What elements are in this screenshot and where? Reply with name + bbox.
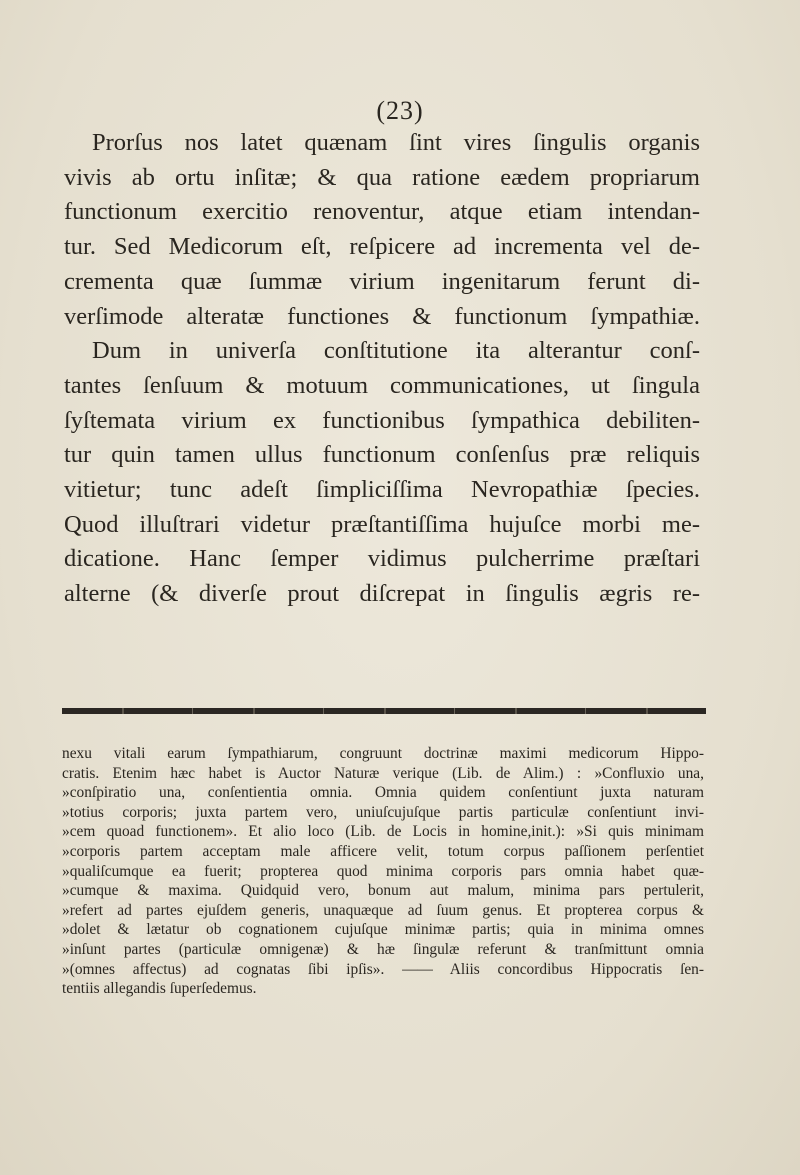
footnote-line: »qualiſcumque ea fuerit; propterea quod minima corporis pars omnia habet quæ-	[62, 862, 704, 880]
main-text-line: crementa quæ ſummæ virium ingenitarum ferunt di-	[64, 267, 700, 295]
footnote-line: »totius corporis; juxta partem vero, uniuſcujuſque partis particulæ conſentiunt invi-	[62, 803, 704, 821]
footnote-line: »cumque & maxima. Quidquid vero, bonum aut malum, minima pars pertulerit,	[62, 882, 704, 900]
footnote-line: nexu vitali earum ſympathiarum, congruunt doctrinæ maximi medicorum Hippo-	[62, 745, 704, 762]
main-text-line: ſyſtemata virium ex functionibus ſympathica debiliten-	[64, 406, 700, 434]
footnote-line: cratis. Etenim hæc habet is Auctor Naturæ verique (Lib. de Alim.) : »Confluxio una,	[62, 764, 704, 782]
main-text-line: functionum exercitio renoventur, atque etiam intendan-	[64, 198, 700, 226]
main-text-line: dicatione. Hanc ſemper vidimus pulcherrime præſtari	[64, 545, 700, 573]
main-text-line: Prorſus nos latet quænam ſint vires ſingulis organis	[92, 129, 700, 156]
main-text-line: tur quin tamen ullus functionum conſenſus præ reliquis	[64, 441, 700, 469]
footnote-divider-rule	[62, 708, 706, 714]
main-text-line: tantes ſenſuum & motuum communicationes, ut ſingula	[64, 371, 700, 399]
main-text-block	[64, 126, 700, 612]
footnote-line: tentiis allegandis ſuperſedemus.	[62, 980, 257, 998]
footnote-block	[62, 744, 704, 999]
page-number: (23)	[376, 96, 424, 125]
footnote-line: »cem quoad functionem». Et alio loco (Lib. de Locis in homine,init.): »Si quis minimam	[62, 823, 704, 841]
footnote-line: »(omnes affectus) ad cognatas ſibi ipſis». —— Aliis concordibus Hippocratis ſen-	[62, 960, 704, 978]
footnote-line: »conſpiratio una, conſentientia omnia. Omnia quidem conſentiunt juxta naturam	[62, 784, 704, 802]
main-text-line: verſimode alteratæ functiones & functionum ſympathiæ.	[64, 302, 700, 330]
main-text-line: Quod illuſtrari videtur præſtantiſſima hujuſce morbi me-	[64, 510, 700, 538]
footnote-line: »refert ad partes ejuſdem generis, unaquæque ad ſuum genus. Et propterea corpus &	[62, 901, 704, 919]
footnote-line: »dolet & lætatur ob cognationem cujuſque minimæ partis; quia in minima omnes	[62, 921, 704, 939]
footnote-line: »inſunt partes (particulæ omnigenæ) & hæ ſingulæ referunt & tranſmittunt omnia	[62, 940, 704, 958]
main-text-line: alterne (& diverſe prout diſcrepat in ſingulis ægris re-	[64, 580, 700, 608]
main-text-line: vitietur; tunc adeſt ſimpliciſſima Nevropathiæ ſpecies.	[64, 476, 700, 504]
main-text-line: tur. Sed Medicorum eſt, reſpicere ad incrementa vel de-	[64, 233, 700, 261]
main-text-line: vivis ab ortu inſitæ; & qua ratione eædem propriarum	[64, 163, 700, 191]
footnote-line: »corporis partem acceptam male afficere velit, totum corpus paſſionem perſentiet	[62, 842, 704, 860]
main-text-line: Dum in univerſa conſtitutione ita alterantur conſ-	[92, 337, 700, 365]
